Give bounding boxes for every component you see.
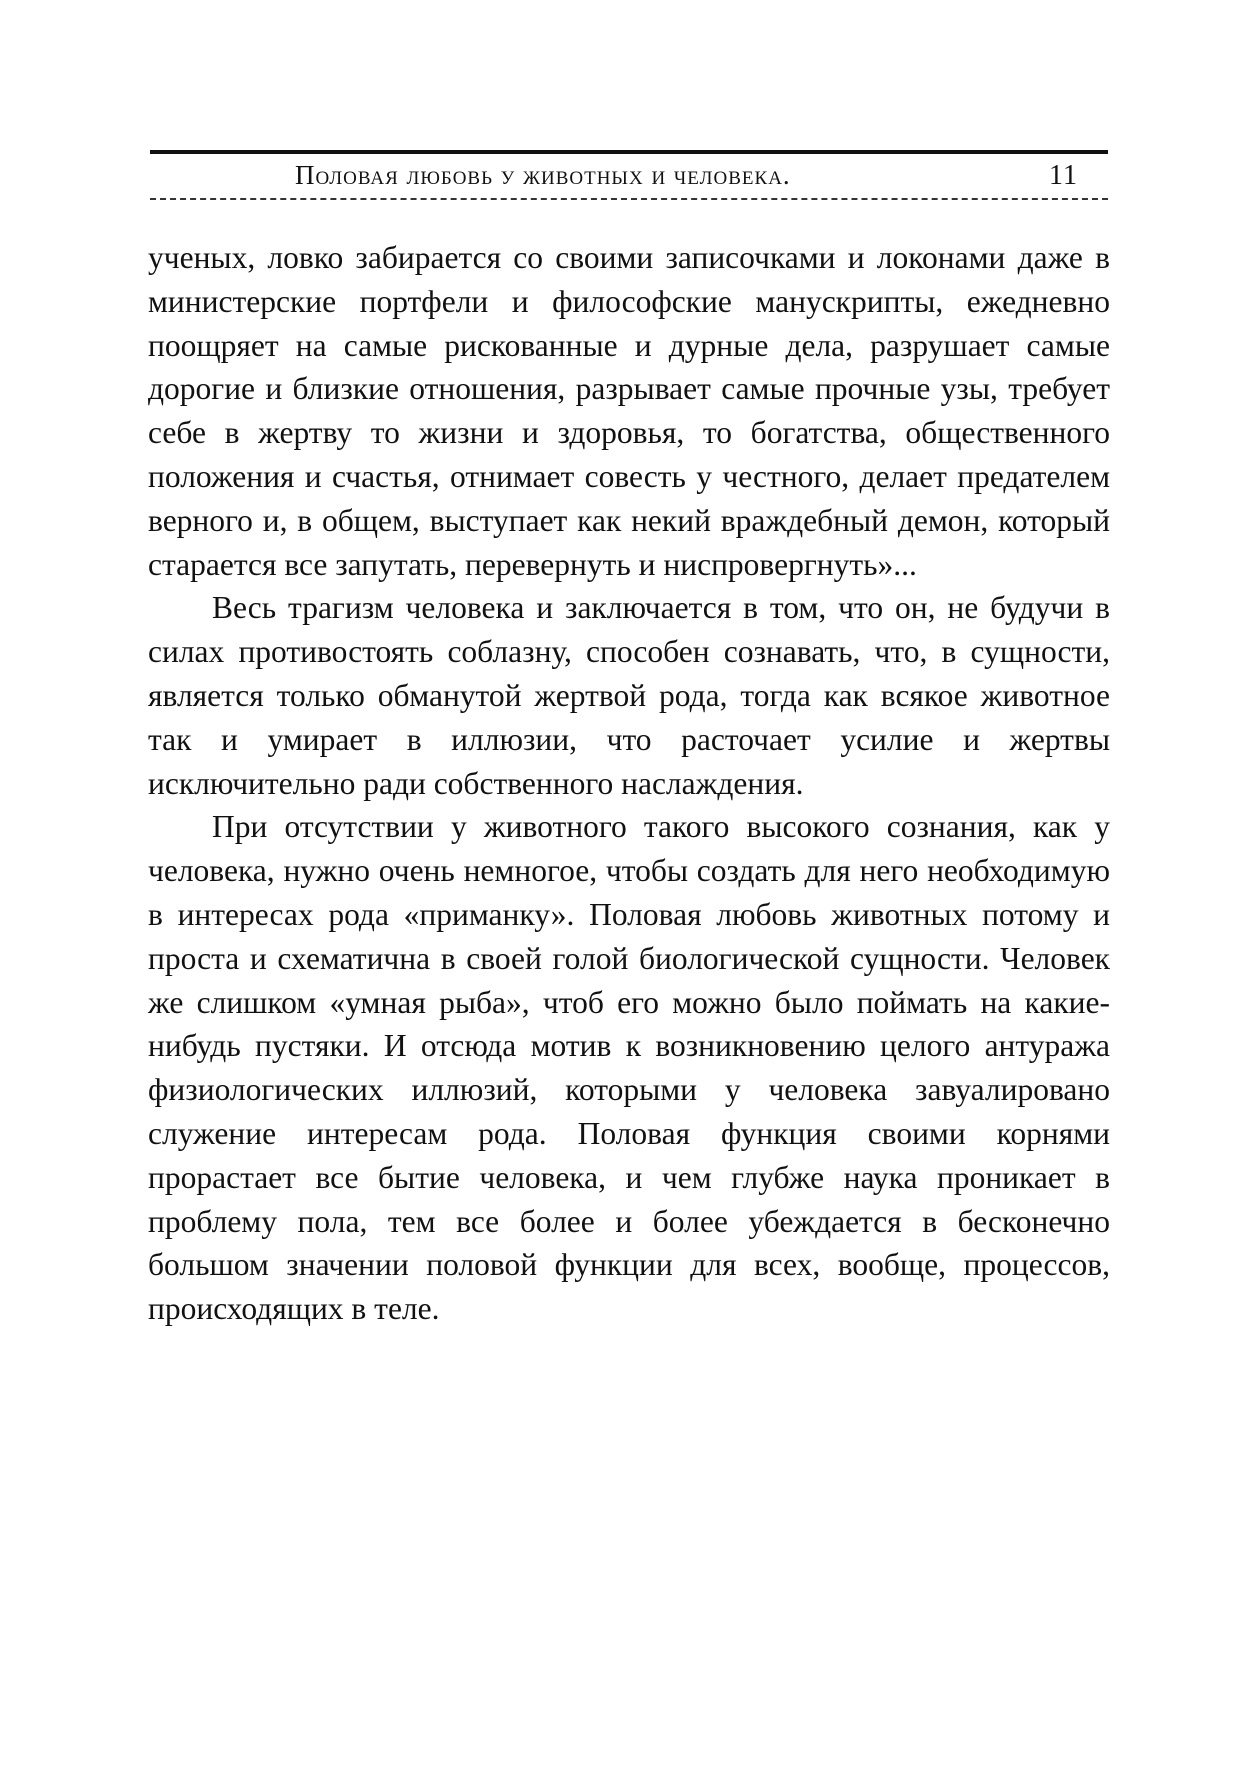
running-title: Половая любовь у животных и человека. — [295, 160, 791, 190]
paragraph-2: Весь трагизм человека и заключается в том, что он, не будучи в силах противостоять соблазну, способен сознавать, что, в сущности, является только обманутой жертвой рода, тогда как всякое животное так и умирает в иллюзии, что расточает усилие и жертвы исключительно ради собственного наслаждения. — [148, 590, 1110, 801]
body-text — [148, 236, 1110, 1331]
running-header — [150, 160, 1108, 196]
header-top-rule — [150, 150, 1108, 154]
page-number: 11 — [1049, 160, 1078, 191]
paragraph-3: При отсутствии у животного такого высокого сознания, как у человека, нужно очень немногое, чтобы создать для него необходимую в интересах рода «приманку». Половая любовь животных потому и проста и схематична в своей голой биологической сущности. Человек же слишком «умная рыба», чтоб его можно было поймать на какие-нибудь пустяки. И отсюда мотив к возникновению целого антуража физиологических иллюзий, которыми у человека завуалировано служение интересам рода. Половая функция своими корнями прорастает все бытие человека, и чем глубже наука проникает в проблему пола, тем все более и более убеждается в бесконечно большом значении половой функции для всех, вообще, процессов, происходящих в теле. — [148, 809, 1110, 1327]
header-bottom-rule — [150, 198, 1108, 200]
paragraph-1: ученых, ловко забирается со своими записочками и локонами даже в министерские портфели и философские манускрипты, ежедневно поощряет на самые рискованные и дурные дела, разрушает самые дорогие и близкие отношения, разрывает самые прочные узы, требует себе в жертву то жизни и здоровья, то богатства, общественного положения и счастья, отнимает совесть у честного, делает предателем верного и, в общем, выступает как некий враждебный демон, который старается все запутать, перевернуть и ниспровергнуть»... — [148, 240, 1110, 582]
